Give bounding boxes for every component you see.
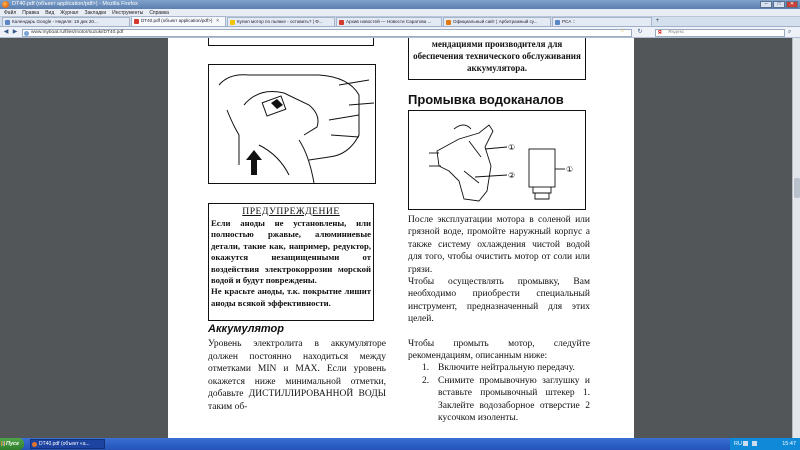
tab-news[interactable] xyxy=(336,17,442,26)
taskbar xyxy=(0,438,800,450)
search-placeholder: Яндекс xyxy=(668,30,685,35)
warning-box xyxy=(208,203,374,321)
reload-icon[interactable]: ↻ xyxy=(637,29,643,35)
pdf-page xyxy=(168,38,634,438)
pdf-icon xyxy=(134,19,139,24)
rsa-icon xyxy=(555,20,560,25)
new-tab-button[interactable]: + xyxy=(655,18,660,24)
flush-paragraph: Чтобы осуществлять промывку, Вам необходимо приобрести специальный инструмент, предназначенный для этих целей. xyxy=(408,277,590,325)
taskbar-item-firefox[interactable] xyxy=(30,439,105,449)
flush-heading: Промывка водоканалов xyxy=(408,92,564,107)
list-item xyxy=(408,362,590,374)
tab-label: Календарь Google - Неделя: 19 дек 20... xyxy=(12,19,98,24)
scrollbar[interactable] xyxy=(792,38,800,438)
warning-title: ПРЕДУПРЕЖДЕНИЕ xyxy=(242,206,340,217)
anode-figure xyxy=(208,64,376,184)
calendar-icon xyxy=(5,20,10,25)
previous-box-end xyxy=(208,38,374,46)
flush-steps xyxy=(408,362,590,424)
menu-help[interactable]: Справка xyxy=(149,10,169,16)
tab-label: Архив новостей — Новости Саратова ... xyxy=(346,19,432,24)
step-number: 2. xyxy=(422,375,430,386)
tab-label: DT40.pdf (объект application/pdf>) xyxy=(141,18,213,23)
minimize-button[interactable]: – xyxy=(760,1,772,8)
forum-icon xyxy=(230,20,235,25)
tab-label: Официальный сайт | Арбитражный су... xyxy=(453,19,538,24)
step-number: 1. xyxy=(422,363,430,374)
flush-figure xyxy=(408,110,586,210)
title-bar xyxy=(0,0,800,9)
step-text: Снимите промывочную заглушку и вставьте промывочный штекер 1. Заклейте водозаборное отверстие 2 кусочком изоленты. xyxy=(438,375,590,424)
close-tab-icon[interactable]: ✕ xyxy=(215,18,220,23)
tab-arbitrazh[interactable] xyxy=(443,17,551,26)
scrollbar-thumb[interactable] xyxy=(794,178,800,198)
flush-text xyxy=(408,214,590,425)
tab-forum[interactable] xyxy=(227,17,335,26)
fig-label-1: ① xyxy=(508,143,516,152)
tab-calendar[interactable] xyxy=(2,17,130,26)
menu-edit[interactable]: Правка xyxy=(22,10,40,16)
forward-icon[interactable]: ▶ xyxy=(12,29,18,35)
window-title: DT40.pdf (объект application/pdf>) - Mozilla Firefox xyxy=(12,1,138,7)
back-icon[interactable]: ◀ xyxy=(3,29,9,35)
yandex-icon: Я xyxy=(658,30,662,36)
pdf-viewer[interactable] xyxy=(0,38,800,438)
fig-label-3: ① xyxy=(566,165,574,174)
clock: 15:47 xyxy=(782,441,796,447)
flush-paragraph: Чтобы промыть мотор, следуйте рекомендациям, описанным ниже: xyxy=(408,338,590,362)
language-indicator[interactable]: RU xyxy=(734,441,742,447)
tab-label: Купил мотор по пьянке - оставить? | Ф... xyxy=(237,19,323,24)
site-icon xyxy=(446,20,451,25)
battery-text: Уровень электролита в аккумуляторе должен постоянно находиться между отметками MIN и MAX. Если уровень окажется ниже минимальной отметки, добавьте ДИСТИЛЛИРОВАННОЙ ВОДЫ таким об- xyxy=(208,339,386,412)
firefox-icon xyxy=(32,442,37,447)
search-icon[interactable]: ⌕ xyxy=(788,29,792,35)
network-icon[interactable] xyxy=(752,441,757,446)
news-icon xyxy=(339,20,344,25)
start-button[interactable]: Пуск xyxy=(0,438,24,450)
bookmark-star-icon[interactable]: ☆ xyxy=(620,28,625,34)
warning-paragraph: Не красьте аноды, т.к. покрытие лишит аноды всякой эффективности. xyxy=(211,286,371,308)
system-tray xyxy=(730,438,800,450)
battery-note-text: мендациями производителя для обеспечения технического обслуживания аккумулятора. xyxy=(413,39,581,73)
step-text: Включите нейтральную передачу. xyxy=(438,363,575,374)
search-input[interactable] xyxy=(655,29,785,37)
url-input[interactable] xyxy=(22,29,632,37)
menu-bar xyxy=(0,9,800,17)
firefox-icon xyxy=(2,1,9,8)
menu-view[interactable]: Вид xyxy=(45,10,55,16)
window-controls xyxy=(760,1,798,8)
menu-history[interactable]: Журнал xyxy=(60,10,79,16)
menu-file[interactable]: Файл xyxy=(4,10,17,16)
battery-heading: Аккумулятор xyxy=(208,323,284,335)
tab-rsa[interactable] xyxy=(552,17,652,26)
taskbar-item-label: DT40.pdf (объект «а... xyxy=(39,441,90,447)
flush-illustration xyxy=(409,111,587,211)
list-item xyxy=(408,375,590,425)
tab-label: РСА :: xyxy=(562,19,576,24)
url-text: www.myboat.ru/files/motor/suzuki/DT40.pdf xyxy=(31,30,124,35)
tab-pdf[interactable] xyxy=(131,16,226,26)
fig-label-2: ② xyxy=(508,171,516,180)
navigation-bar xyxy=(0,27,800,38)
volume-icon[interactable] xyxy=(743,441,748,446)
close-button[interactable]: ✕ xyxy=(786,1,798,8)
menu-bookmarks[interactable]: Закладки xyxy=(84,10,107,16)
anode-illustration xyxy=(209,65,377,185)
flush-paragraph: После эксплуатации мотора в соленой или грязной воде, промойте наружный корпус а также систему охлаждения чистой водой для того, чтобы очистить мотор от соли или грязи. xyxy=(408,215,590,275)
warning-paragraph: Если аноды не установлены, или полностью ржавые, алюминиевые детали, такие как, например, редуктор, окажутся незащищенными от воздействия электрокоррозии морской водой и будут повреждены. xyxy=(211,218,371,286)
globe-icon xyxy=(24,31,29,36)
maximize-button[interactable]: □ xyxy=(773,1,785,8)
battery-note-box xyxy=(408,38,586,80)
menu-tools[interactable]: Инструменты xyxy=(112,10,144,16)
tab-bar xyxy=(0,17,800,27)
